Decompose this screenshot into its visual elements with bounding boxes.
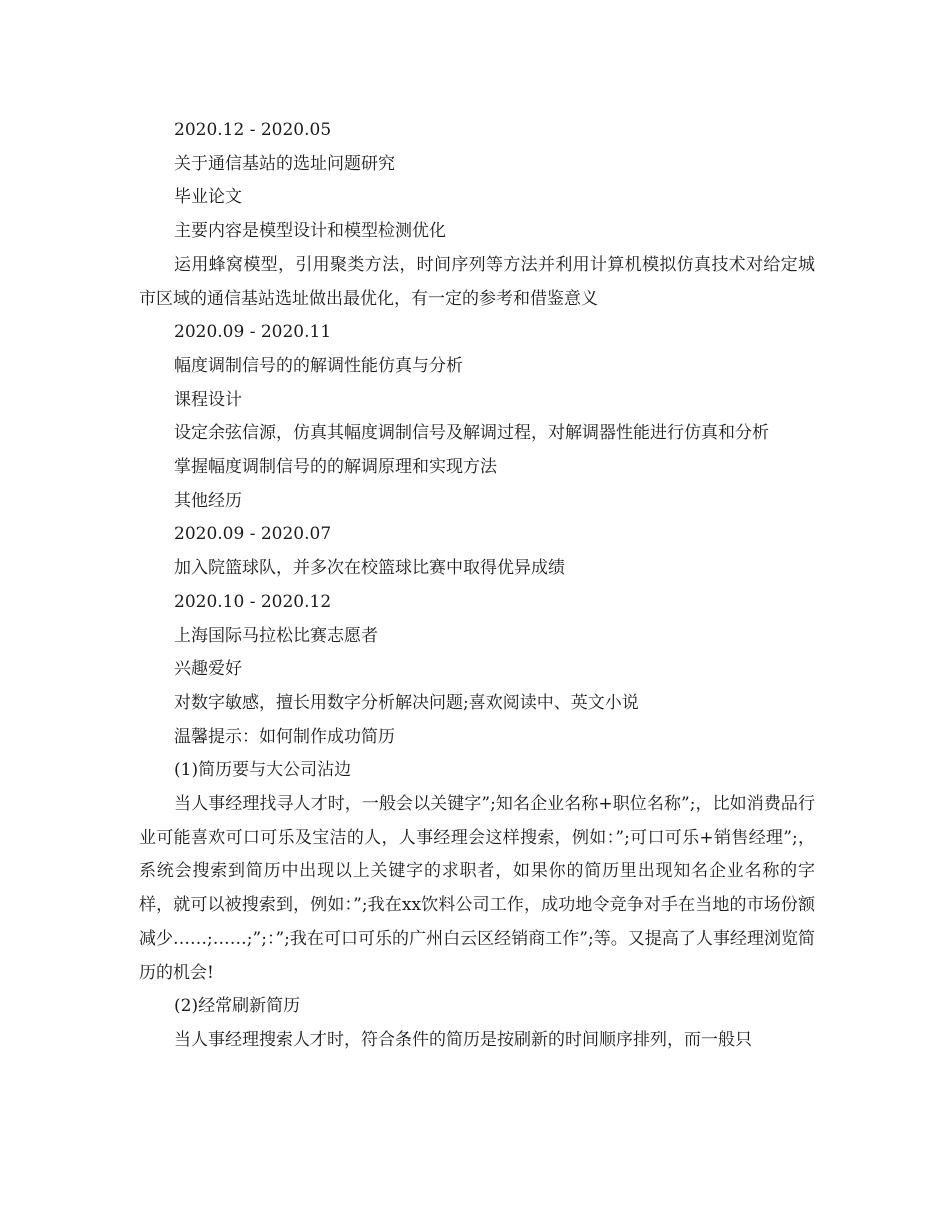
- course-description: 设定余弦信源，仿真其幅度调制信号及解调过程，对解调器性能进行仿真和分析: [174, 423, 769, 444]
- marathon-volunteer: 上海国际马拉松比赛志愿者: [174, 625, 378, 646]
- section-heading-other-experience: 其他经历: [174, 490, 242, 511]
- course-title: 幅度调制信号的的解调性能仿真与分析: [174, 355, 463, 376]
- date-range-thesis: 2020.12 - 2020.05: [174, 120, 332, 140]
- document-body: [139, 114, 815, 1058]
- tip-2-body: 当人事经理搜索人才时，符合条件的简历是按刷新的时间顺序排列，而一般只: [174, 1029, 752, 1050]
- hobbies-text: 对数字敏感，擅长用数字分析解决问题;喜欢阅读中、英文小说: [174, 692, 639, 713]
- course-type: 课程设计: [174, 389, 242, 410]
- tip-1-body: 当人事经理找寻人才时，一般会以关键字”;知名企业名称+职位名称”;，比如消费品行业可能喜欢可口可乐及宝洁的人，人事经理会这样搜索，例如：”;可口可乐+销售经理”;，系统会搜索到简历中出现以上关键字的求职者，如果你的简历里出现知名企业名称的字样，就可以被搜索到，例如：”;我在xx饮料公司工作，成功地令竞争对手在当地的市场份额减少……;……;”;：”;我在可口可乐的广州白云区经销商工作”;等。又提高了人事经理浏览简历的机会!: [139, 794, 815, 983]
- thesis-description: 运用蜂窝模型，引用聚类方法，时间序列等方法并利用计算机模拟仿真技术对给定城市区域的通信基站选址做出最优化，有一定的参考和借鉴意义: [139, 254, 815, 309]
- date-range-marathon: 2020.10 - 2020.12: [174, 591, 332, 612]
- thesis-title: 关于通信基站的选址问题研究: [174, 153, 395, 174]
- course-outcome: 掌握幅度调制信号的的解调原理和实现方法: [174, 457, 497, 478]
- tip-1-heading: (1)简历要与大公司沾边: [174, 760, 352, 781]
- date-range-basketball: 2020.09 - 2020.07: [174, 524, 332, 545]
- section-heading-hobbies: 兴趣爱好: [174, 659, 242, 680]
- tip-2-heading: (2)经常刷新简历: [174, 996, 301, 1017]
- thesis-summary: 主要内容是模型设计和模型检测优化: [174, 221, 446, 242]
- tips-heading: 温馨提示：如何制作成功简历: [174, 726, 395, 747]
- thesis-type: 毕业论文: [174, 187, 242, 208]
- date-range-course: 2020.09 - 2020.11: [174, 322, 332, 343]
- basketball-experience: 加入院篮球队，并多次在校篮球比赛中取得优异成绩: [174, 558, 565, 579]
